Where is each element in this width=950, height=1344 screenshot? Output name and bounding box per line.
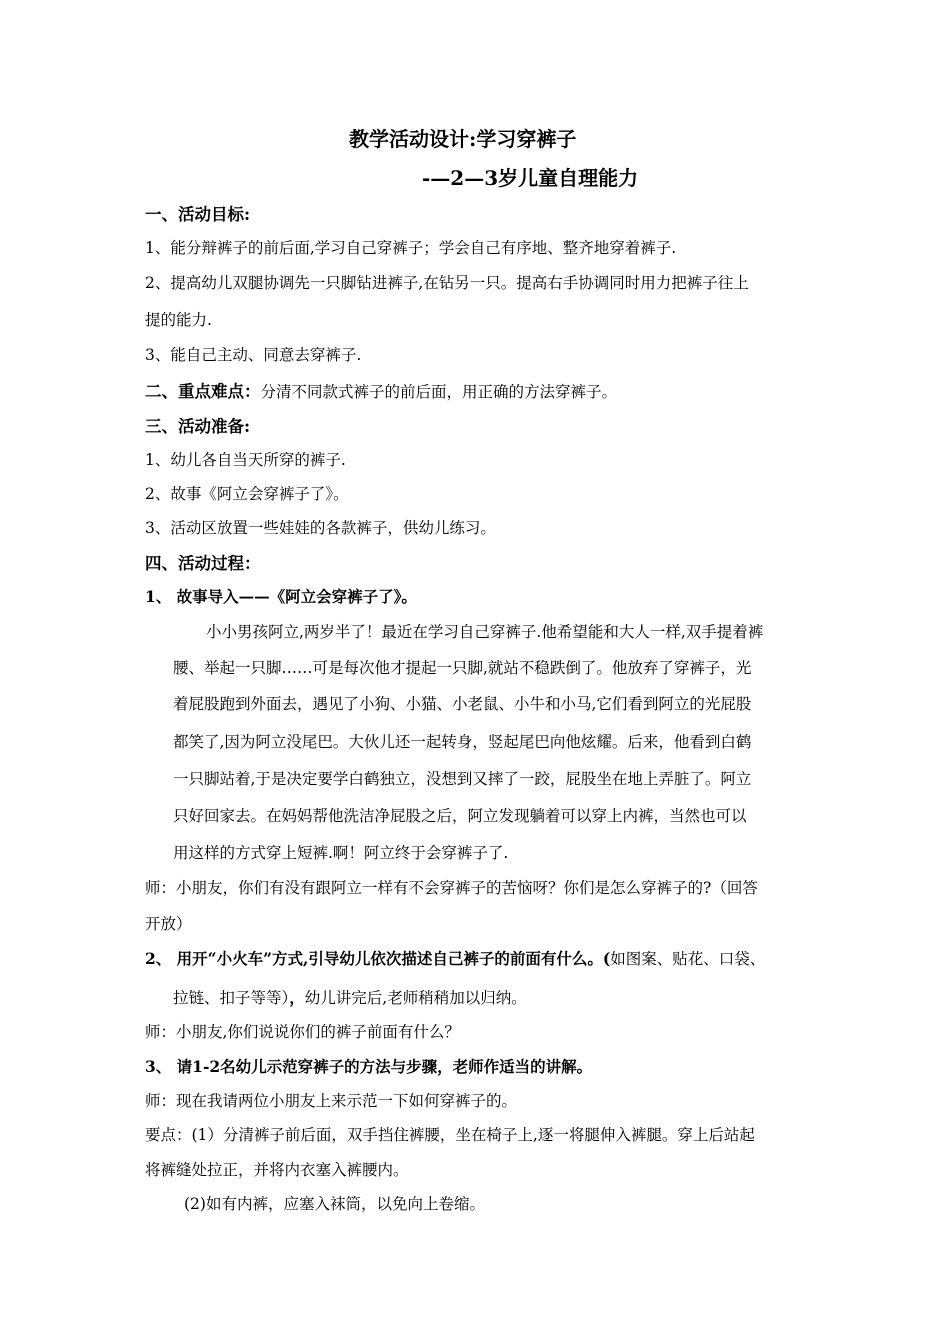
key-point-2: (2)如有内裤，应塞入袜筒，以免向上卷缩。: [184, 1195, 485, 1213]
teacher-question-1: 师：小朋友，你们有没有跟阿立一样有不会穿裤子的苦恼呀？你们是怎么穿裤子的?（回答: [145, 879, 758, 897]
document-title: 教学活动设计:学习穿裤子: [349, 127, 577, 151]
step-2-cont: [173, 986, 527, 1008]
story-line-5: 一只脚站着,于是决定要学白鹤独立，没想到又摔了一跤，屁股坐在地上弄脏了。阿立: [173, 770, 752, 788]
section-heading-key-points: 二、重点难点：: [145, 382, 261, 401]
prep-item-1: 1、幼儿各自当天所穿的裤子.: [145, 451, 346, 469]
step-2-cont-comma: ，: [289, 988, 305, 1007]
section-heading-preparation: 三、活动准备:: [145, 417, 251, 436]
story-line-6: 只好回家去。在妈妈帮他洗洁净屁股之后，阿立发现躺着可以穿上内裤，当然也可以: [173, 807, 747, 825]
step-2-cont-text: 拉链、扣子等等）: [173, 989, 290, 1007]
step-2-text: 如图案、贴花、口袋、: [610, 950, 766, 968]
key-point-1-cont: 将裤缝处拉正，并将内衣塞入裤腰内。: [145, 1161, 409, 1179]
story-line-1: 小小男孩阿立,两岁半了！最近在学习自己穿裤子.他希望能和大人一样,双手提着裤: [206, 623, 764, 641]
step-2-cont-end: 幼儿讲完后,老师稍稍加以归纳。: [304, 989, 527, 1007]
step-3-heading: 3、 请1-2名幼儿示范穿裤子的方法与步骤，老师作适当的讲解。: [145, 1057, 593, 1076]
goal-item-2-cont: 提的能力.: [145, 311, 212, 329]
step-1-heading: 1、 故事导入——《阿立会穿裤子了》。: [145, 587, 417, 606]
key-points-text: 分清不同款式裤子的前后面，用正确的方法穿裤子。: [260, 383, 618, 401]
goal-item-2: 2、提高幼儿双腿协调先一只脚钻进裤子,在钻另一只。提高右手协调同时用力把裤子往上: [145, 274, 749, 292]
teacher-question-2: 师：小朋友,你们说说你们的裤子前面有什么？: [145, 1023, 460, 1041]
teacher-question-1-cont: 开放）: [145, 915, 192, 933]
story-line-7: 用这样的方式穿上短裤.啊！阿立终于会穿裤子了.: [173, 844, 509, 862]
section-heading-process: 四、活动过程：: [145, 554, 261, 573]
teacher-question-3: 师：现在我请两位小朋友上来示范一下如何穿裤子的。: [145, 1092, 518, 1110]
section-heading-goals: 一、活动目标:: [145, 205, 251, 224]
section-key-points: [145, 378, 617, 402]
step-2-heading: [145, 947, 765, 969]
key-point-1: 要点：(1）分清裤子前后面，双手挡住裤腰，坐在椅子上,逐一将腿伸入裤腿。穿上后站起: [145, 1126, 755, 1144]
story-line-2: 腰、举起一只脚……可是每次他才提起一只脚,就站不稳跌倒了。他放弃了穿裤子，光: [173, 659, 752, 677]
story-line-3: 着屁股跑到外面去，遇见了小狗、小猫、小老鼠、小牛和小马,它们看到阿立的光屁股: [173, 695, 752, 713]
document-subtitle: -—2—3岁儿童自理能力: [422, 166, 639, 190]
goal-item-1: 1、能分辩裤子的前后面,学习自己穿裤子；学会自己有序地、整齐地穿着裤子.: [145, 239, 677, 257]
prep-item-3: 3、活动区放置一些娃娃的各款裤子，供幼儿练习。: [145, 519, 496, 537]
story-line-4: 都笑了,因为阿立没尾巴。大伙儿还一起转身，竖起尾巴向他炫耀。后来，他看到白鹤: [173, 733, 752, 751]
prep-item-2: 2、故事《阿立会穿裤子了》。: [145, 485, 349, 503]
goal-item-3: 3、能自己主动、同意去穿裤子.: [145, 346, 362, 364]
step-2-bold-text: 2、 用开“小火车”方式,引导幼儿依次描述自己裤子的前面有什么。(: [145, 949, 611, 968]
